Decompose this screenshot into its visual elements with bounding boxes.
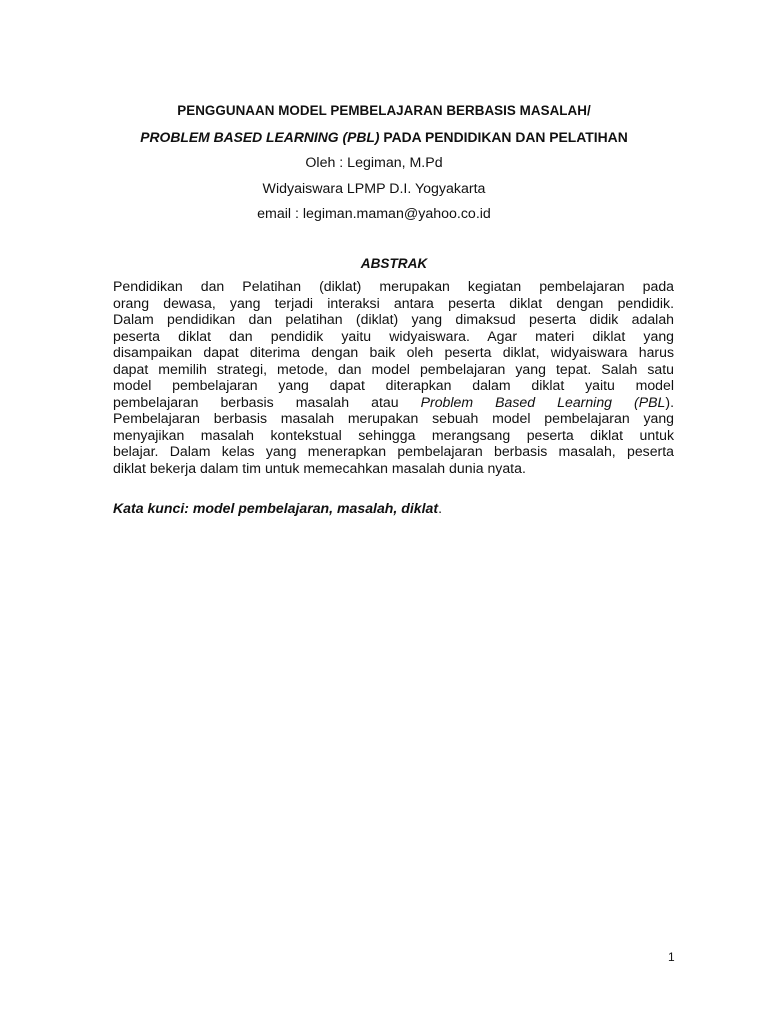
abstract-line: Dalam pendidikan dan pelatihan (diklat) yang dimaksud peserta didik adalah [113,311,674,327]
paper-title-line-1: PENGGUNAAN MODEL PEMBELAJARAN BERBASIS MASALAH/ [177,103,591,118]
abstract-line-pbl-italic: Problem Based Learning (PBL [420,393,666,410]
abstract-line: disampaikan dapat diterima dengan baik oleh peserta diklat, widyaiswara harus [113,344,674,360]
abstract-last-line: diklat bekerja dalam tim untuk memecahkan masalah dunia nyata. [113,459,526,476]
paper-title-rest: PADA PENDIDIKAN DAN PELATIHAN [379,129,628,145]
abstract-line: menyajikan masalah kontekstual sehingga merangsang peserta diklat untuk [113,426,674,443]
paper-title-line-2 [0,129,768,145]
abstract-body [113,278,674,476]
page-number: 1 [668,950,675,964]
abstract-line: Pendidikan dan Pelatihan (diklat) merupakan kegiatan pembelajaran pada [113,278,674,294]
paper-title-italic-part: PROBLEM BASED LEARNING (PBL) [140,129,380,145]
abstract-line-pbl-start: pembelajaran berbasis masalah atau [113,393,421,410]
abstract-line: belajar. Dalam kelas yang menerapkan pembelajaran berbasis masalah, peserta [113,443,674,459]
abstract-line-pbl-end: ). [665,393,674,410]
affiliation-line: Widyaiswara LPMP D.I. Yogyakarta [262,181,486,197]
abstract-line: peserta diklat dan pendidik yaitu widyaiswara. Agar materi diklat yang [113,327,674,344]
abstract-line-pbl [113,394,674,411]
keywords-line [113,500,442,516]
abstract-line: Pembelajaran berbasis masalah merupakan sebuah model pembelajaran yang [113,410,674,426]
keywords-period: . [438,500,442,516]
abstract-line: dapat memilih strategi, metode, dan model pembelajaran yang tepat. Salah satu [113,360,674,377]
abstract-heading: ABSTRAK [360,256,428,271]
keywords-text: Kata kunci: model pembelajaran, masalah, diklat [113,500,439,516]
abstract-line: model pembelajaran yang dapat diterapkan dalam diklat yaitu model [113,377,674,393]
author-line: Oleh : Legiman, M.Pd [305,155,443,171]
email-line: email : legiman.maman@yahoo.co.id [257,206,491,222]
abstract-line: orang dewasa, yang terjadi interaksi antara peserta diklat dengan pendidik. [113,294,674,311]
